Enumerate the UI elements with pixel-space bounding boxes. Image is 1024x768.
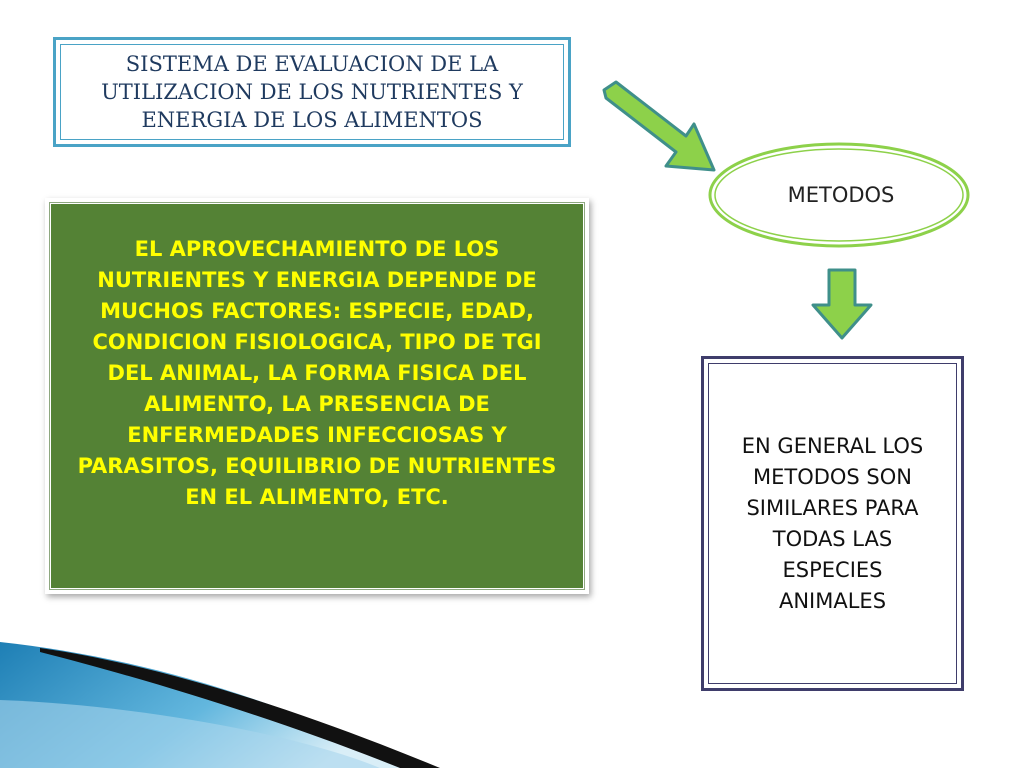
summary-box (701, 356, 964, 691)
diagonal-arrow-icon (598, 78, 722, 178)
factors-box (45, 198, 589, 594)
down-arrow-icon (809, 267, 875, 341)
title-box (53, 37, 571, 147)
factors-text: EL APROVECHAMIENTO DE LOS NUTRIENTES Y ENERGIA DEPENDE DE MUCHOS FACTORES: ESPECIE, EDAD, CONDICION FISIOLOGICA, TIPO DE TGI DEL ANIMAL, LA FORMA FISICA DEL ALIMENTO, LA PRESENCIA DE ENFERMEDADES INFECCIOSAS Y PARASITOS, EQUILIBRIO DE NUTRIENTES EN EL ALIMENTO, ETC. (77, 237, 557, 509)
title-text: SISTEMA DE EVALUACION DE LA UTILIZACION DE LOS NUTRIENTES Y ENERGIA DE LOS ALIMENTOS (60, 44, 564, 140)
summary-text: EN GENERAL LOS METODOS SON SIMILARES PARA TODAS LAS ESPECIES ANIMALES (708, 363, 957, 684)
factors-panel (50, 203, 584, 589)
metodos-label: METODOS (787, 183, 895, 207)
metodos-node (707, 141, 971, 249)
